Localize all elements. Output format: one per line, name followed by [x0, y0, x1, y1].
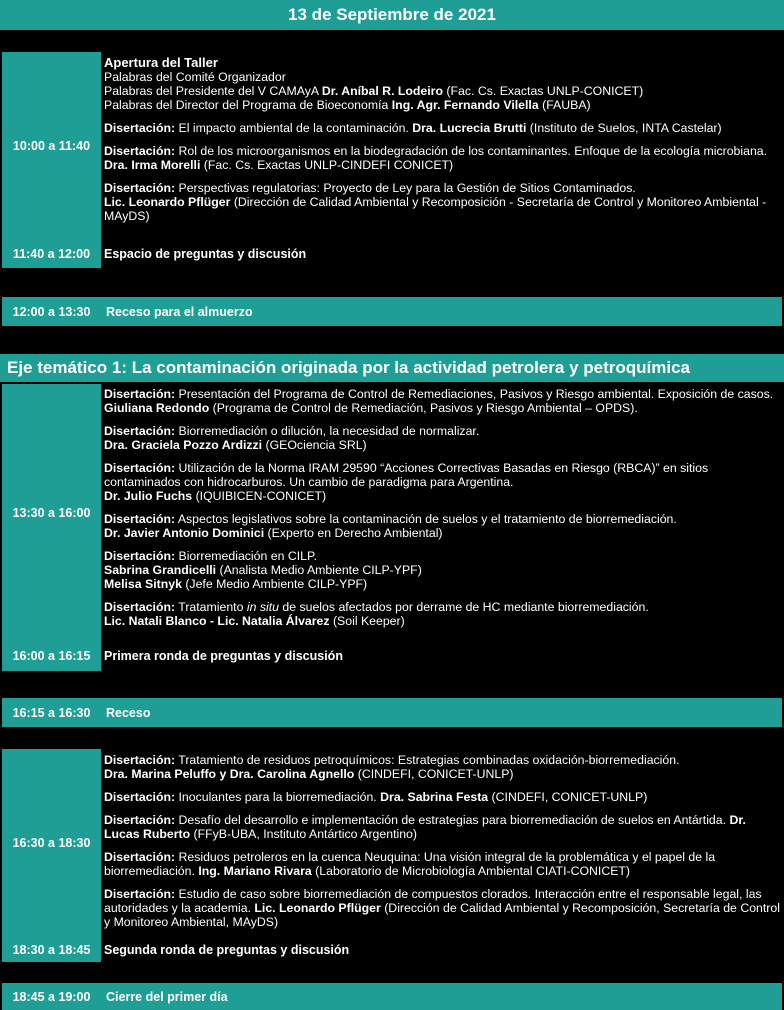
session1-qa-time: 11:40 a 12:00: [12, 247, 91, 261]
talk: Disertación: Tratamiento in situ de suelos afectados por derrame de HC mediante biorremediación. Lic. Natali Blanco - Lic. Natalia Álvarez (Soil Keeper): [104, 600, 649, 628]
speaker-name: Lic. Leonardo Pflüger: [104, 195, 231, 209]
break-label: Receso: [106, 705, 151, 720]
break-bar: [2, 698, 782, 727]
session3-qa-time: 18:30 a 18:45: [12, 942, 91, 957]
talk: Disertación: Tratamiento de residuos petroquímicos: Estrategias combinadas oxidación-biorremediación. Dra. Marina Peluffo y Dra. Carolina Agnello (CINDEFI, CONICET-UNLP): [104, 753, 680, 781]
break-time: 16:15 a 16:30: [12, 705, 91, 720]
session2-qa-time-cell: [2, 641, 101, 671]
session3-content: [104, 753, 780, 938]
talk: Disertación: Rol de los microorganismos en la biodegradación de los contaminantes. Enfoque de la ecología microbiana. Dra. Irma Morelli (Fac. Cs. Exactas UNLP-CINDEFI CONICET): [104, 144, 768, 172]
session2-content: [104, 387, 780, 637]
session2-time-cell: [2, 384, 101, 641]
talk: Disertación: Biorremediación en CILP. Sabrina Grandicelli (Analista Medio Ambiente CILP-YPF) Melisa Sitnyk (Jefe Medio Ambiente CILP-YPF): [104, 549, 422, 591]
date-title: 13 de Septiembre de 2021: [288, 5, 496, 24]
opening-line-3: Palabras del Director del Programa de Bioeconomía Ing. Agr. Fernando Vilella (FAUBA): [104, 98, 591, 112]
speaker-name: Giuliana Redondo: [104, 401, 210, 415]
session1-time-cell: [2, 52, 101, 240]
speaker-name: Dra. Sabrina Festa: [380, 790, 489, 804]
opening-line-1: Palabras del Comité Organizador: [104, 70, 286, 84]
session1-time: 10:00 a 11:40: [12, 139, 91, 153]
talk: Disertación: Aspectos legislativos sobre la contaminación de suelos y el tratamiento de biorremediación. Dr. Javier Antonio Dominici (Experto en Derecho Ambiental): [104, 512, 677, 540]
speaker-name: Melisa Sitnyk: [104, 577, 182, 591]
speaker-name: Lic. Natali Blanco - Lic. Natalia Álvarez: [104, 614, 330, 628]
speaker-name: Dr. Julio Fuchs: [104, 489, 193, 503]
lunch-bar: [2, 297, 782, 326]
opening-line-2: Palabras del Presidente del V CAMAyA Dr. Aníbal R. Lodeiro (Fac. Cs. Exactas UNLP-CONICET): [104, 84, 644, 98]
talk: Disertación: Presentación del Programa de Control de Remediaciones, Pasivos y Riesgo ambiental. Exposición de casos. Giuliana Redondo (Programa de Control de Remediación, Pasivos y Riesgo Ambiental – OPDS).: [104, 387, 774, 415]
speaker-name: Dra. Irma Morelli: [104, 158, 201, 172]
session1-qa-time-cell: [2, 240, 101, 268]
session2-time: 13:30 a 16:00: [12, 505, 91, 520]
date-header: [0, 0, 784, 30]
speaker-name: Dr. Lucas Ruberto: [104, 813, 746, 841]
talk: Disertación: Inoculantes para la biorremediación. Dra. Sabrina Festa (CINDEFI, CONICET-UNLP): [104, 790, 648, 804]
eje-title: Eje temático 1: La contaminación originada por la actividad petrolera y petroquímica: [7, 358, 691, 377]
talk: Disertación: Residuos petroleros en la cuenca Neuquina: Una visión integral de la problemática y el papel de la biorremediación. Ing. Mariano Rivara (Laboratorio de Microbiología Ambiental CIATI-CONICET): [104, 850, 716, 878]
speaker-name: Dr. Javier Antonio Dominici: [104, 526, 265, 540]
opening-title: Apertura del Taller: [104, 55, 218, 70]
opening-block: [104, 56, 780, 112]
close-time: 18:45 a 19:00: [12, 989, 91, 1004]
session3-time: 16:30 a 18:30: [12, 836, 91, 850]
talk: Disertación: Perspectivas regulatorias: Proyecto de Ley para la Gestión de Sitios Contaminados. Lic. Leonardo Pflüger (Dirección de Calidad Ambiental y Recomposición - Secretaría de Control y Monitoreo Ambiental - MAyDS): [104, 181, 767, 223]
speaker-name: Lic. Leonardo Pflüger: [254, 901, 381, 915]
session1-qa-label: Espacio de preguntas y discusión: [104, 247, 307, 261]
speaker-name: Ing. Mariano Rivara: [198, 864, 312, 878]
session3-qa-label: Segunda ronda de preguntas y discusión: [104, 942, 350, 957]
session3-time-cell: [2, 749, 101, 937]
session1-content: [104, 56, 780, 232]
speaker-name: Ing. Agr. Fernando Vilella: [391, 98, 539, 112]
speaker-name: Dra. Marina Peluffo y Dra. Carolina Agnello: [104, 767, 355, 781]
talk: Disertación: Utilización de la Norma IRAM 29590 “Acciones Correctivas Basadas en Riesgo (RBCA)” en sitios contaminados con hidrocarburos. Un cambio de paradigma para Argentina. Dr. Julio Fuchs (IQUIBICEN-CONICET): [104, 461, 709, 503]
speaker-name: Dra. Lucrecia Brutti: [412, 121, 527, 135]
talk: Disertación: Desafío del desarrollo e implementación de estrategias para biorremediación de suelos en Antártida. Dr. Lucas Ruberto (FFyB-UBA, Instituto Antártico Argentino): [104, 813, 746, 841]
speaker-name: Dr. Aníbal R. Lodeiro: [321, 84, 443, 98]
session2-qa-label: Primera ronda de preguntas y discusión: [104, 649, 343, 663]
talk: Disertación: Estudio de caso sobre biorremediación de compuestos clorados. Interacción entre el responsable legal, las autoridades y la academia. Lic. Leonardo Pflüger (Dirección de Calidad Ambiental y Recomposición, Secretaría de Control y Monitoreo Ambiental, MAyDS): [104, 887, 780, 929]
talk: Disertación: El impacto ambiental de la contaminación. Dra. Lucrecia Brutti (Instituto de Suelos, INTA Castelar): [104, 121, 722, 135]
lunch-label: Receso para el almuerzo: [106, 304, 253, 319]
eje-header: [0, 354, 784, 382]
session3-qa-time-cell: [2, 937, 101, 962]
speaker-name: Dra. Graciela Pozzo Ardizzi: [104, 438, 263, 452]
close-label: Cierre del primer día: [106, 989, 228, 1004]
close-bar: [2, 983, 782, 1010]
speaker-name: Sabrina Grandicelli: [104, 563, 217, 577]
session2-qa-time: 16:00 a 16:15: [12, 649, 91, 663]
lunch-time: 12:00 a 13:30: [12, 304, 91, 319]
talk: Disertación: Biorremediación o dilución, la necesidad de normalizar. Dra. Graciela Pozzo Ardizzi (GEOciencia SRL): [104, 424, 480, 452]
